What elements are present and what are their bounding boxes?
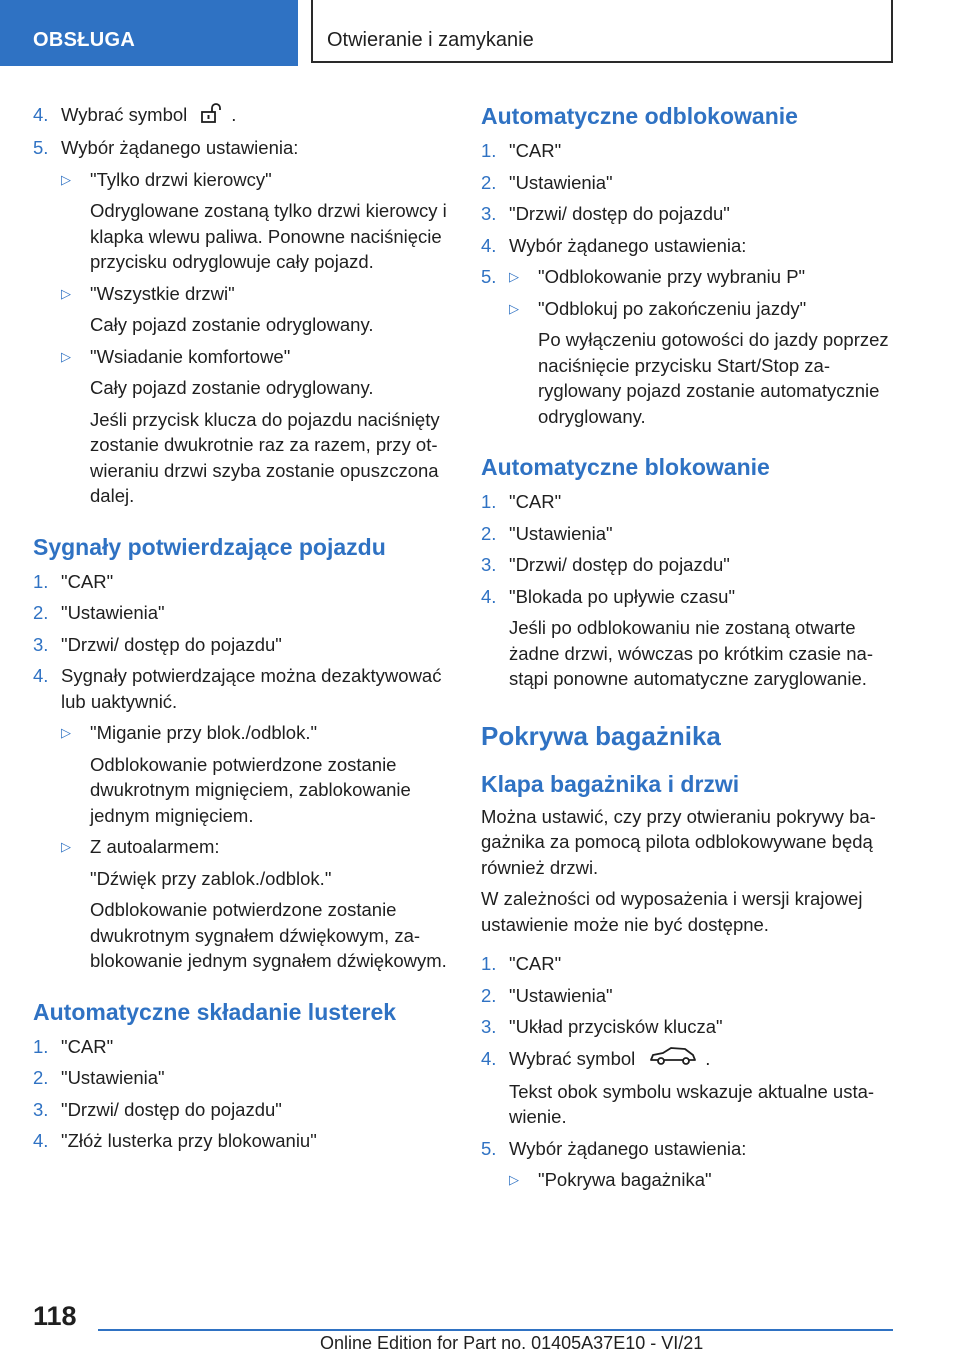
- section-heading: Automatyczne składanie lusterek: [33, 998, 397, 1025]
- step-description: Jeśli po odblokowaniu nie zostaną otwarte żadne drzwi, wówczas po krótkim czasie nastąpi ponowne automatyczne zaryglowanie.: [509, 617, 873, 689]
- triangle-bullet-icon: ▷: [61, 725, 71, 741]
- list-item: 2. "Ustawienia": [481, 171, 613, 193]
- option-description: Cały pojazd zostanie odryglowany.: [90, 314, 374, 336]
- triangle-bullet-icon: ▷: [509, 269, 519, 284]
- section-title: OBSŁUGA: [33, 29, 136, 51]
- list-item: 4. "Złóż lusterka przy blokowaniu": [33, 1130, 317, 1152]
- list-item: 2. "Ustawienia": [33, 602, 165, 624]
- section-tab: [0, 0, 298, 66]
- page-number: 118: [33, 1301, 77, 1331]
- chapter-box: [311, 0, 893, 63]
- list-item: 4. Sygnały potwierdzające można dezaktywować lub uaktywnić.: [33, 665, 442, 712]
- triangle-bullet-icon: ▷: [61, 171, 71, 187]
- triangle-bullet-icon: ▷: [61, 348, 71, 364]
- subsection-heading: Klapa bagażnika i drzwi: [481, 770, 740, 797]
- section-heading: Sygnały potwierdzające pojazdu: [33, 533, 386, 560]
- option-item: ▷ "Pokrywa bagażnika": [481, 1167, 901, 1193]
- list-item: 4. Wybór żądanego ustawienia:: [481, 234, 747, 256]
- car-trunk-icon: [649, 1046, 697, 1073]
- chapter-title: Otwieranie i zamykanie: [327, 29, 534, 51]
- option-description: Odblokowanie potwierdzone zostanie dwukrotnym mignięciem, zablokowanie jednym mignięciem.: [90, 753, 411, 826]
- edition-note: Online Edition for Part no. 01405A37E10 - VI/21: [320, 1333, 704, 1353]
- triangle-bullet-icon: ▷: [509, 300, 519, 316]
- footer-divider: [98, 1329, 893, 1331]
- section-heading: Automatyczne odblokowanie: [481, 103, 798, 129]
- left-column: [33, 102, 453, 1160]
- list-item: 2. "Ustawienia": [33, 1067, 165, 1089]
- option-item: 5. ▷ "Odblokowanie przy wybraniu P": [481, 264, 901, 290]
- list-item: 3. "Drzwi/ dostęp do pojazdu": [33, 633, 282, 655]
- option-item: ▷ Z autoalarmem:: [33, 834, 453, 860]
- triangle-bullet-icon: ▷: [61, 839, 71, 855]
- list-item: 5. Wybór żądanego ustawienia:: [33, 137, 299, 159]
- option-description: "Dźwięk przy zablok./odblok.": [90, 867, 332, 889]
- list-item: 3. "Drzwi/ dostęp do pojazdu": [33, 1098, 282, 1120]
- option-item: ▷ "Wszystkie drzwi": [33, 281, 453, 307]
- triangle-bullet-icon: ▷: [509, 1172, 519, 1188]
- option-item: ▷ "Odblokuj po zakończeniu jazdy": [481, 296, 901, 322]
- option-description: Cały pojazd zostanie odryglowany.: [90, 377, 374, 399]
- list-item: 1. "CAR": [481, 953, 562, 974]
- list-item: 1. "CAR": [481, 491, 562, 512]
- chapter-heading: Pokrywa bagażnika: [481, 720, 721, 751]
- list-item: 2. "Ustawienia": [481, 984, 613, 1006]
- option-item: ▷ "Miganie przy blok./odblok.": [33, 720, 453, 746]
- list-item: 3. "Układ przycisków klucza": [481, 1016, 723, 1037]
- right-column: [481, 102, 901, 1199]
- list-item: 4. Wybrać symbol .: [481, 1046, 901, 1073]
- unlock-icon: [201, 103, 223, 130]
- list-item: 3. "Drzwi/ dostęp do pojazdu": [481, 554, 730, 575]
- option-item: ▷ "Wsiadanie komfortowe": [33, 344, 453, 370]
- step-number: 4.: [33, 104, 49, 125]
- option-description: Po wyłączeniu gotowości do jazdy poprzez naciśnięcie przycisku Start/Stop zaryglowany pojazd zostanie automatycznie odryglowany.: [538, 329, 889, 427]
- paragraph: W zależności od wyposażenia i wersji krajowej ustawienie może nie być dostępne.: [481, 888, 863, 935]
- list-item: 5. Wybór żądanego ustawienia:: [481, 1137, 747, 1159]
- paragraph: Można ustawić, czy przy otwieraniu pokrywy bagażnika za pomocą pilota odblokowywane będą również drzwi.: [481, 805, 876, 878]
- option-description: Odryglowane zostaną tylko drzwi kierowcy i klapka wlewu paliwa. Ponowne naciśnięcie przycisku odryglowuje cały pojazd.: [90, 200, 447, 273]
- option-item: ▷ "Tylko drzwi kierowcy": [33, 167, 453, 193]
- option-description: Odblokowanie potwierdzone zostanie dwukrotnym sygnałem dźwiękowym, zablokowanie jednym sygnałem dźwiękowym.: [90, 899, 447, 972]
- section-heading: Automatyczne blokowanie: [481, 454, 770, 480]
- list-item: 1. "CAR": [33, 570, 114, 592]
- page-header: [0, 0, 960, 66]
- list-item: 3. "Drzwi/ dostęp do pojazdu": [481, 203, 730, 224]
- list-item: 1. "CAR": [33, 1035, 114, 1057]
- list-item: 1. "CAR": [481, 140, 562, 161]
- step-description: Tekst obok symbolu wskazuje aktualne ustawienie.: [509, 1080, 875, 1128]
- option-description: Jeśli przycisk klucza do pojazdu naciśnięty zostanie dwukrotnie raz za razem, przy otwieraniu drzwi szyba zostanie opuszczona dalej.: [90, 408, 440, 507]
- list-item: 4. "Blokada po upływie czasu": [481, 585, 736, 607]
- list-item: 4. Wybrać symbol .: [33, 102, 453, 129]
- triangle-bullet-icon: ▷: [61, 285, 71, 301]
- list-item: 2. "Ustawienia": [481, 522, 613, 544]
